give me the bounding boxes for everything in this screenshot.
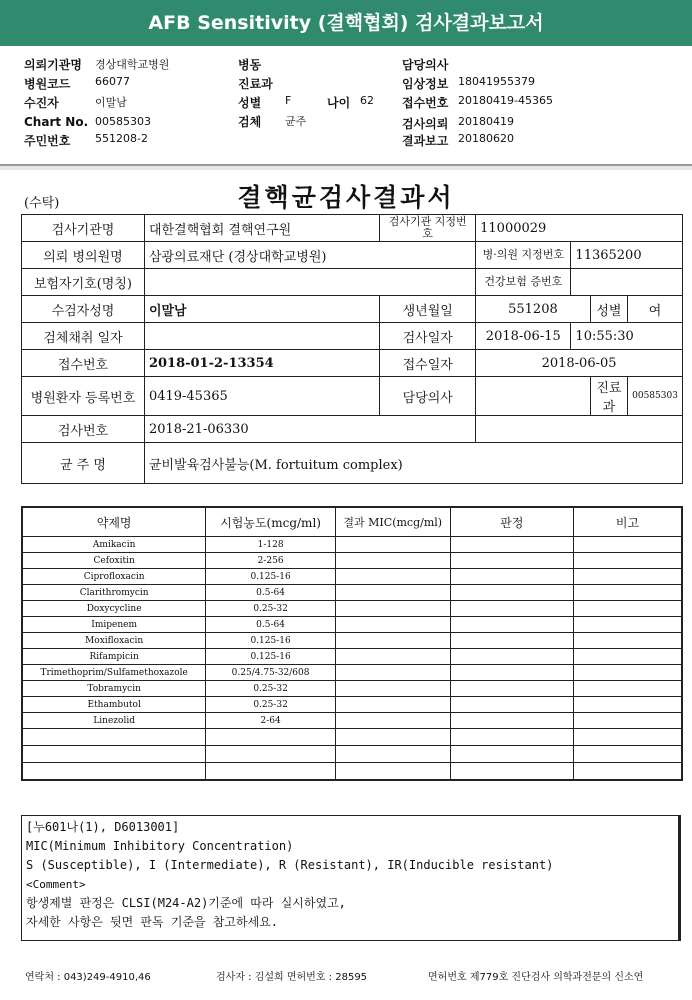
specimen-value: 균주 xyxy=(285,115,307,128)
drug-cell-conc: 2-256 xyxy=(206,553,336,569)
birth-label: 생년월일 xyxy=(380,296,476,323)
drug-cell-conc: 0.25/4.75-32/608 xyxy=(206,665,336,681)
drug-row xyxy=(22,681,682,697)
drug-cell-mic xyxy=(335,713,450,729)
drug-cell-mic xyxy=(335,601,450,617)
drug-cell-remark xyxy=(574,713,682,729)
drug-cell-drug: Moxifloxacin xyxy=(22,633,206,649)
drug-cell-judge xyxy=(450,569,573,585)
drug-cell-conc: 0.125-16 xyxy=(206,633,336,649)
drug-cell-mic xyxy=(335,569,450,585)
drug-row xyxy=(22,763,682,781)
report-header xyxy=(0,0,692,46)
patient-label: 수진자 xyxy=(24,96,59,110)
drug-row xyxy=(22,665,682,681)
hospital-value: 경상대학교병원 xyxy=(95,58,170,71)
drug-cell-drug: Amikacin xyxy=(22,537,206,553)
test-date-value: 2018-06-15 xyxy=(476,323,571,350)
receipt-date-label: 접수일자 xyxy=(380,350,476,377)
drug-cell-judge xyxy=(450,746,573,763)
test-no-label: 검사번호 xyxy=(22,416,145,443)
name-label: 수검자성명 xyxy=(22,296,145,323)
req-hosp-label: 의뢰 병의원명 xyxy=(22,242,145,269)
drug-row xyxy=(22,601,682,617)
chart-value: 00585303 xyxy=(95,115,151,128)
drug-cell-mic xyxy=(335,585,450,601)
drug-cell-conc: 0.125-16 xyxy=(206,569,336,585)
receipt-label: 접수번호 xyxy=(402,96,449,110)
drug-cell-conc xyxy=(206,729,336,746)
comment-line: [누601나(1), D6013001] xyxy=(26,820,180,834)
drug-cell-judge xyxy=(450,537,573,553)
drug-cell-remark xyxy=(574,633,682,649)
hosp-no-label: 병·의원 지정번호 xyxy=(476,242,571,269)
drug-cell-remark xyxy=(574,681,682,697)
drug-cell-mic xyxy=(335,729,450,746)
header-info-table xyxy=(21,214,683,484)
comment-line: <Comment> xyxy=(26,878,86,891)
ward-label: 병동 xyxy=(238,58,262,72)
drug-cell-mic xyxy=(335,633,450,649)
test-date-label: 검사일자 xyxy=(380,323,476,350)
drug-cell-drug: Doxycycline xyxy=(22,601,206,617)
drug-cell-remark xyxy=(574,746,682,763)
birth-value: 551208 xyxy=(476,296,591,323)
req-hosp-value: 삼광의료재단 (경상대학교병원) xyxy=(144,242,475,269)
age-label: 나이 xyxy=(327,96,351,110)
drug-cell-conc: 0.5-64 xyxy=(206,617,336,633)
drug-cell-conc: 0.125-16 xyxy=(206,649,336,665)
sex-value-cell: 여 xyxy=(628,296,683,323)
drug-cell-judge xyxy=(450,601,573,617)
drug-cell-remark xyxy=(574,537,682,553)
doctor-label-cell: 담당의사 xyxy=(380,377,476,416)
insured-label: 보험자기호(명칭) xyxy=(22,269,145,296)
strain-value: 균비발육검사불능(M. fortuitum complex) xyxy=(144,443,682,484)
hosp-no-value: 11365200 xyxy=(571,242,683,269)
drug-cell-drug: Rifampicin xyxy=(22,649,206,665)
drug-cell-drug xyxy=(22,746,206,763)
rrn-value: 551208-2 xyxy=(95,132,148,145)
drug-cell-mic xyxy=(335,617,450,633)
lab-no-value: 11000029 xyxy=(476,215,683,242)
drug-cell-conc: 0.25-32 xyxy=(206,601,336,617)
code-value: 66077 xyxy=(95,75,130,88)
strain-label: 균 주 명 xyxy=(22,443,145,484)
drug-cell-remark xyxy=(574,697,682,713)
drug-cell-drug: Linezolid xyxy=(22,713,206,729)
drug-cell-judge xyxy=(450,697,573,713)
report-title: AFB Sensitivity (결핵협회) 검사결과보고서 xyxy=(148,12,544,34)
drug-cell-conc: 1-128 xyxy=(206,537,336,553)
header-conc: 시험농도(mcg/ml) xyxy=(206,507,336,537)
drug-cell-drug xyxy=(22,763,206,781)
drug-cell-drug: Tobramycin xyxy=(22,681,206,697)
specimen-label: 검체 xyxy=(238,115,262,129)
drug-cell-conc xyxy=(206,746,336,763)
header-remark: 비고 xyxy=(574,507,682,537)
health-label: 건강보험 증번호 xyxy=(476,269,571,296)
receipt-no-value: 2018-01-2-13354 xyxy=(144,350,379,377)
drug-cell-remark xyxy=(574,601,682,617)
drug-cell-drug: Ciprofloxacin xyxy=(22,569,206,585)
clinical-value: 18041955379 xyxy=(458,75,535,88)
drug-row xyxy=(22,713,682,729)
drug-cell-conc: 0.5-64 xyxy=(206,585,336,601)
drug-cell-remark xyxy=(574,763,682,781)
drug-cell-judge xyxy=(450,553,573,569)
test-time-value: 10:55:30 xyxy=(571,323,683,350)
drug-cell-judge xyxy=(450,617,573,633)
rrn-label: 주민번호 xyxy=(24,134,71,148)
receipt-no-label: 접수번호 xyxy=(22,350,145,377)
reg-label: 병원환자 등록번호 xyxy=(22,377,145,416)
consignment-label: (수탁) xyxy=(24,196,60,211)
reg-value: 0419-45365 xyxy=(144,377,379,416)
drug-cell-remark xyxy=(574,617,682,633)
drug-cell-conc: 0.25-32 xyxy=(206,681,336,697)
drug-cell-drug: Cefoxitin xyxy=(22,553,206,569)
drug-cell-drug: Trimethoprim/Sulfamethoxazole xyxy=(22,665,206,681)
request-label: 검사의뢰 xyxy=(402,117,449,131)
drug-row xyxy=(22,617,682,633)
drug-cell-judge xyxy=(450,681,573,697)
drug-cell-conc: 2-64 xyxy=(206,713,336,729)
drug-cell-remark xyxy=(574,553,682,569)
lab-no-label: 검사기관 지정번호 xyxy=(380,215,476,242)
drug-cell-mic xyxy=(335,763,450,781)
patient-value: 이말남 xyxy=(95,96,127,109)
header-drug: 약제명 xyxy=(22,507,206,537)
collect-value xyxy=(144,323,379,350)
dept-label-cell: 진료과 xyxy=(590,377,627,416)
drug-cell-mic xyxy=(335,681,450,697)
drug-cell-judge xyxy=(450,729,573,746)
doctor-value-cell xyxy=(476,377,591,416)
collect-label: 검체채취 일자 xyxy=(22,323,145,350)
drug-cell-conc xyxy=(206,763,336,781)
drug-cell-mic xyxy=(335,537,450,553)
receipt-date-value: 2018-06-05 xyxy=(476,350,683,377)
drug-sensitivity-table xyxy=(21,506,683,781)
request-value: 20180419 xyxy=(458,115,514,128)
footer-tester: 검사자 : 김설희 면허번호 : 28595 xyxy=(216,972,368,983)
footer-license: 면허번호 제779호 진단검사 의학과전문의 신소연 xyxy=(428,972,644,983)
drug-row xyxy=(22,569,682,585)
drug-row xyxy=(22,649,682,665)
lab-value: 대한결핵협회 결핵연구원 xyxy=(144,215,379,242)
sex-label-cell: 성별 xyxy=(590,296,627,323)
drug-cell-remark xyxy=(574,665,682,681)
patient-info-panel xyxy=(0,46,692,166)
drug-row xyxy=(22,553,682,569)
report-label: 결과보고 xyxy=(402,134,449,148)
comment-line: 항생제별 판정은 CLSI(M24-A2)기준에 따라 실시하였고, xyxy=(26,896,346,910)
drug-cell-judge xyxy=(450,665,573,681)
drug-cell-judge xyxy=(450,763,573,781)
drug-rows xyxy=(22,537,682,781)
drug-cell-mic xyxy=(335,649,450,665)
doctor-label: 담당의사 xyxy=(402,58,449,72)
drug-cell-mic xyxy=(335,697,450,713)
age-value: 62 xyxy=(360,94,374,107)
drug-row xyxy=(22,746,682,763)
drug-cell-mic xyxy=(335,553,450,569)
hospital-label: 의뢰기관명 xyxy=(24,58,82,72)
header-mic: 결과 MIC(mcg/ml) xyxy=(335,507,450,537)
drug-row xyxy=(22,585,682,601)
drug-cell-judge xyxy=(450,585,573,601)
test-no-extra xyxy=(476,416,683,443)
clinical-label: 임상정보 xyxy=(402,77,449,91)
sex-label: 성별 xyxy=(238,96,262,110)
drug-cell-drug xyxy=(22,729,206,746)
comment-line: S (Susceptible), I (Intermediate), R (Resistant), IR(Inducible resistant) xyxy=(26,858,554,872)
drug-cell-judge xyxy=(450,633,573,649)
footer-contact: 연락처 : 043)249-4910,46 xyxy=(25,972,151,983)
insured-value xyxy=(144,269,475,296)
drug-row xyxy=(22,729,682,746)
comment-line: 자세한 사항은 뒷면 판독 기준을 참고하세요. xyxy=(26,915,279,929)
result-document xyxy=(0,170,692,1000)
test-no-value: 2018-21-06330 xyxy=(144,416,475,443)
lab-label: 검사기관명 xyxy=(22,215,145,242)
sex-value: F xyxy=(285,94,292,107)
drug-cell-remark xyxy=(574,585,682,601)
report-value: 20180620 xyxy=(458,132,514,145)
drug-row xyxy=(22,697,682,713)
receipt-value: 20180419-45365 xyxy=(458,94,553,107)
drug-cell-remark xyxy=(574,569,682,585)
code-label: 병원코드 xyxy=(24,77,71,91)
drug-cell-drug: Imipenem xyxy=(22,617,206,633)
comment-box xyxy=(21,815,681,941)
drug-cell-remark xyxy=(574,649,682,665)
chart-label: Chart No. xyxy=(24,115,89,129)
dept-value-cell: 00585303 xyxy=(628,377,683,416)
drug-cell-remark xyxy=(574,729,682,746)
drug-row xyxy=(22,633,682,649)
comment-line: MIC(Minimum Inhibitory Concentration) xyxy=(26,839,294,853)
drug-cell-conc: 0.25-32 xyxy=(206,697,336,713)
header-judgement: 판정 xyxy=(450,507,573,537)
drug-row xyxy=(22,537,682,553)
name-value: 이말남 xyxy=(144,296,379,323)
dept-label: 진료과 xyxy=(238,77,273,91)
document-title: 결핵균검사결과서 xyxy=(237,183,455,212)
health-value xyxy=(571,269,683,296)
drug-cell-judge xyxy=(450,649,573,665)
drug-cell-drug: Ethambutol xyxy=(22,697,206,713)
drug-cell-mic xyxy=(335,746,450,763)
drug-cell-mic xyxy=(335,665,450,681)
drug-cell-judge xyxy=(450,713,573,729)
drug-cell-drug: Clarithromycin xyxy=(22,585,206,601)
